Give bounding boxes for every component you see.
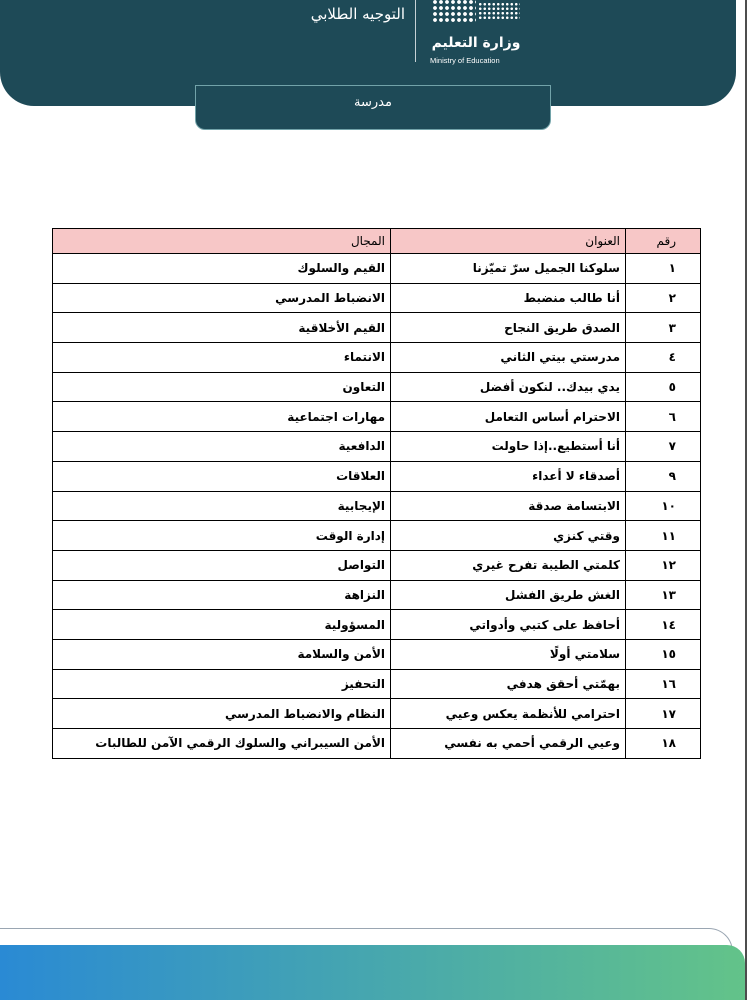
table-row xyxy=(53,550,701,580)
row-title: وعيي الرقمي أحمي به نفسي xyxy=(391,729,626,759)
row-number: ١ xyxy=(626,254,701,284)
row-domain: المسؤولية xyxy=(53,610,391,640)
school-tab xyxy=(195,85,551,130)
table-row xyxy=(53,372,701,402)
row-number: ٧ xyxy=(626,432,701,462)
row-domain: مهارات اجتماعية xyxy=(53,402,391,432)
row-title: أحافظ على كتبي وأدواتي xyxy=(391,610,626,640)
ministry-logo-icon xyxy=(432,0,476,22)
row-domain: العلاقات xyxy=(53,461,391,491)
table-header-row xyxy=(53,229,701,254)
row-domain: النزاهة xyxy=(53,580,391,610)
row-domain: التحفيز xyxy=(53,669,391,699)
row-number: ٣ xyxy=(626,313,701,343)
table-row xyxy=(53,610,701,640)
row-title: الغش طريق الفشل xyxy=(391,580,626,610)
ministry-name-english: Ministry of Education xyxy=(430,56,500,65)
row-number: ٩ xyxy=(626,461,701,491)
row-number: ١٦ xyxy=(626,669,701,699)
table-row xyxy=(53,580,701,610)
school-label: مدرسة xyxy=(354,95,392,110)
row-domain: الانضباط المدرسي xyxy=(53,283,391,313)
row-title: أنا طالب منضبط xyxy=(391,283,626,313)
column-header-number: رقم xyxy=(626,229,701,254)
row-title: يدي بيدك.. لنكون أفضل xyxy=(391,372,626,402)
row-title: وقتي كنزي xyxy=(391,521,626,551)
row-title: كلمتي الطيبة تفرح غيري xyxy=(391,550,626,580)
ministry-logo-icon-secondary xyxy=(478,2,520,20)
row-title: سلوكنا الجميل سرّ تميّزنا xyxy=(391,254,626,284)
table-row xyxy=(53,402,701,432)
row-title: الاحترام أساس التعامل xyxy=(391,402,626,432)
table-row xyxy=(53,669,701,699)
row-domain: الأمن السيبراني والسلوك الرقمي الآمن للطالبات xyxy=(53,729,391,759)
footer-gradient-band xyxy=(0,945,745,1000)
table-row xyxy=(53,283,701,313)
row-number: ٦ xyxy=(626,402,701,432)
table-row xyxy=(53,521,701,551)
row-title: مدرستي بيتي الثاني xyxy=(391,343,626,373)
row-number: ١٨ xyxy=(626,729,701,759)
table-row xyxy=(53,313,701,343)
row-domain: إدارة الوقت xyxy=(53,521,391,551)
row-title: بهمّتي أحقق هدفي xyxy=(391,669,626,699)
row-domain: القيم والسلوك xyxy=(53,254,391,284)
row-number: ١٠ xyxy=(626,491,701,521)
row-domain: الدافعية xyxy=(53,432,391,462)
row-domain: التواصل xyxy=(53,550,391,580)
row-domain: الانتماء xyxy=(53,343,391,373)
row-title: الابتسامة صدقة xyxy=(391,491,626,521)
row-title: سلامتي أولًا xyxy=(391,639,626,669)
table-row xyxy=(53,343,701,373)
row-number: ١٤ xyxy=(626,610,701,640)
page-edge xyxy=(745,0,747,1000)
ministry-name-arabic: وزارة التعليم xyxy=(431,35,521,51)
row-domain: النظام والانضباط المدرسي xyxy=(53,699,391,729)
row-title: أصدقاء لا أعداء xyxy=(391,461,626,491)
row-title: احترامي للأنظمة يعكس وعيي xyxy=(391,699,626,729)
row-number: ١٥ xyxy=(626,639,701,669)
table-row xyxy=(53,254,701,284)
row-number: ١٢ xyxy=(626,550,701,580)
row-title: أنا أستطيع..إذا حاولت xyxy=(391,432,626,462)
row-domain: القيم الأخلاقية xyxy=(53,313,391,343)
row-number: ٥ xyxy=(626,372,701,402)
table-row xyxy=(53,491,701,521)
row-number: ١٣ xyxy=(626,580,701,610)
department-title: التوجيه الطلابي xyxy=(310,5,405,23)
table-row xyxy=(53,432,701,462)
topics-table xyxy=(52,228,701,759)
row-number: ١١ xyxy=(626,521,701,551)
row-number: ١٧ xyxy=(626,699,701,729)
header-divider xyxy=(415,0,416,62)
row-domain: التعاون xyxy=(53,372,391,402)
column-header-domain: المجال xyxy=(53,229,391,254)
row-domain: الإيجابية xyxy=(53,491,391,521)
table-row xyxy=(53,639,701,669)
row-number: ٤ xyxy=(626,343,701,373)
column-header-title: العنوان xyxy=(391,229,626,254)
table-row xyxy=(53,461,701,491)
row-domain: الأمن والسلامة xyxy=(53,639,391,669)
row-number: ٢ xyxy=(626,283,701,313)
table-row xyxy=(53,699,701,729)
table-row xyxy=(53,729,701,759)
row-title: الصدق طريق النجاح xyxy=(391,313,626,343)
